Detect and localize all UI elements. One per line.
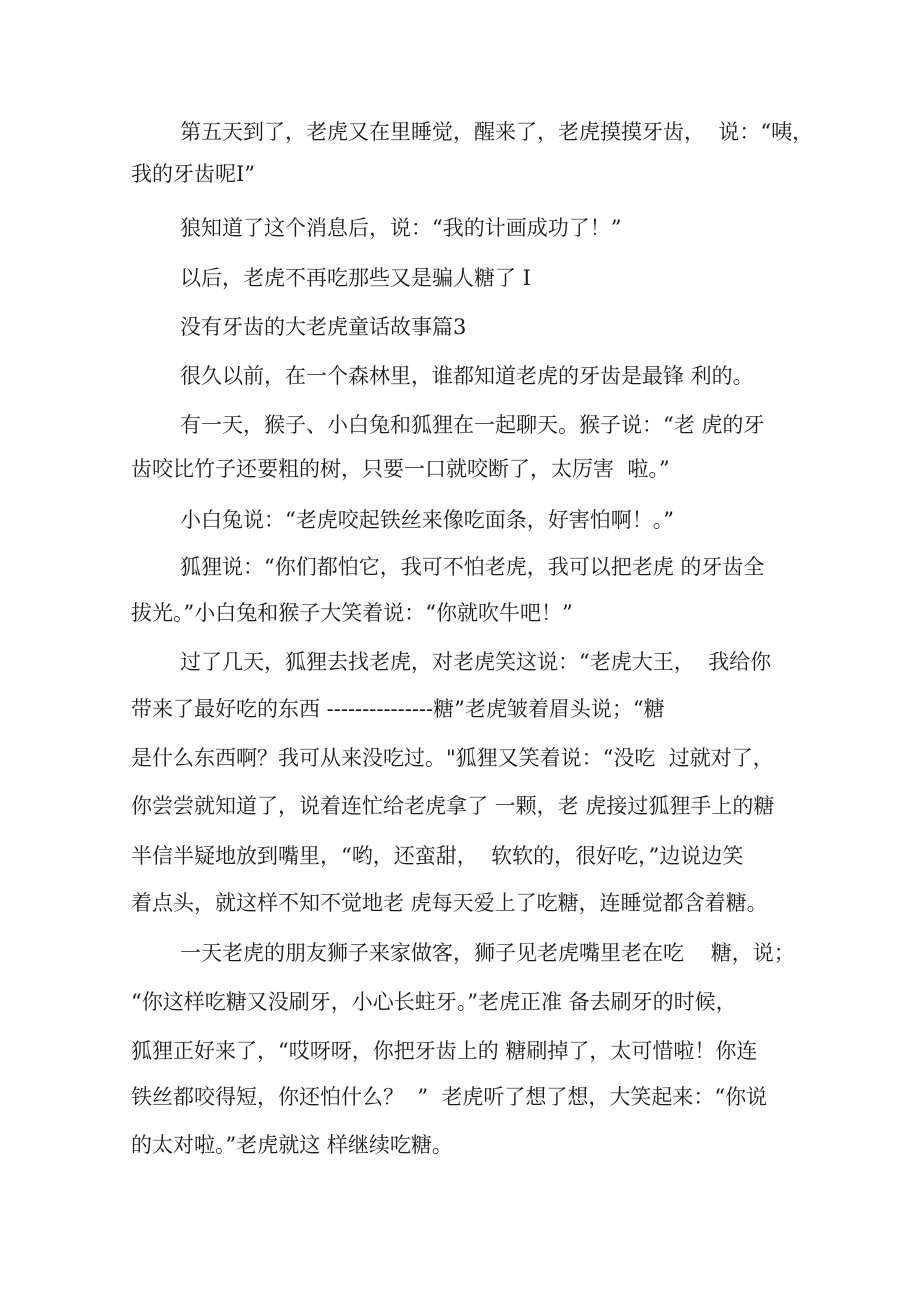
text-line: 小白兔说：“老虎咬起铁丝来像吃面条，好害怕啊！。”: [180, 508, 674, 532]
text-line: 狐狸正好来了，“哎呀呀，你把牙齿上的 糖刷掉了，太可惜啦！你连: [131, 1039, 758, 1063]
text-line: 狼知道了这个消息后，说：“我的计画成功了！”: [180, 216, 622, 240]
text-line: 的太对啦。”老虎就这 样继续吃糖。: [131, 1133, 453, 1157]
text-line: 很久以前，在一个森林里，谁都知道老虎的牙齿是最锋 利的。: [180, 364, 754, 388]
text-line: 铁丝都咬得短，你还怕什么？ ” 老虎听了想了想，大笑起来：“你说: [131, 1085, 768, 1109]
text-line: 齿咬比竹子还要粗的树，只要一口就咬断了，太厉害 啦。”: [131, 457, 670, 481]
text-line: 以后，老虎不再吃那些又是骗人糖了 I: [180, 266, 531, 290]
text-line: 第五天到了，老虎又在里睡觉，醒来了，老虎摸摸牙齿， 说：“咦，: [180, 120, 814, 144]
text-line: 我的牙齿呢I”: [131, 162, 256, 186]
text-line: 拔光。”小白兔和猴子大笑着说：“你就吹牛吧！”: [131, 601, 573, 625]
text-line: 过了几天，狐狸去找老虎，对老虎笑这说：“老虎大王， 我给你: [180, 650, 772, 674]
text-line: 半信半疑地放到嘴里，“哟，还蛮甜， 软软的，很好吃，”边说边笑: [131, 844, 744, 868]
text-line: “你这样吃糖又没刷牙，小心长蛀牙。”老虎正准 备去刷牙的时候，: [131, 990, 737, 1014]
text-line: 着点头，就这样不知不觉地老 虎每天爱上了吃糖，连睡觉都含着糖。: [131, 891, 768, 915]
text-line: 狐狸说：“你们都怕它，我可不怕老虎，我可以把老虎 的牙齿全: [180, 555, 765, 579]
text-line: 带来了最好吃的东西 ---------------糖”老虎皱着眉头说；“糖: [131, 697, 665, 721]
text-line: 一天老虎的朋友狮子来家做客，狮子见老虎嘴里老在吃 糖，说；: [180, 941, 795, 965]
section-heading: 没有牙齿的大老虎童话故事篇3: [180, 315, 467, 339]
text-line: 你尝尝就知道了，说着连忙给老虎拿了 一颗，老 虎接过狐狸手上的糖: [131, 794, 775, 818]
text-line: 有一天，猴子、小白兔和狐狸在一起聊天。猴子说：“老 虎的牙: [180, 413, 765, 437]
text-line: 是什么东西啊？我可从来没吃过。"狐狸又笑着说：“没吃 过就对了，: [131, 746, 774, 770]
